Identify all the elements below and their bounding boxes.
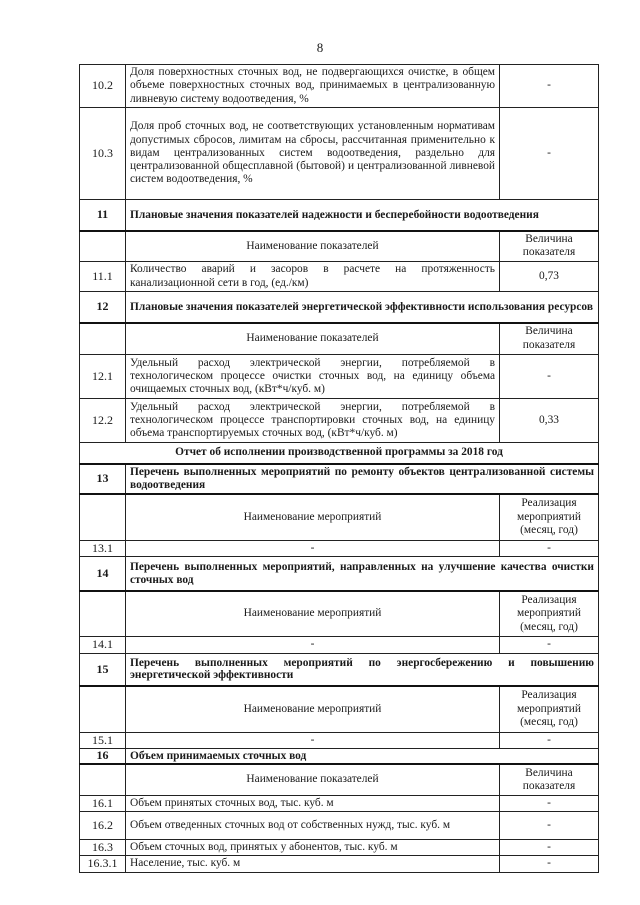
blank-cell	[80, 231, 126, 262]
column-header-name: Наименование мероприятий	[126, 494, 500, 541]
row-number: 16.2	[80, 812, 126, 840]
row-indicator-name: Удельный расход электрической энергии, потребляемой в технологическом процессе транспортировки сточных вод, на единицу объема транспортируемых сточных вод, (кВт*ч/куб. м)	[126, 399, 500, 443]
row-value: -	[500, 355, 599, 399]
row-number: 16.3.1	[80, 856, 126, 872]
table-row	[80, 812, 599, 840]
column-header-name: Наименование показателей	[126, 764, 500, 795]
column-header-value: Величина показателя	[500, 323, 599, 355]
column-header-row	[80, 686, 599, 732]
section-title: Плановые значения показателей надежности и бесперебойности водоотведения	[126, 200, 599, 231]
table-row	[80, 795, 599, 811]
row-number: 10.2	[80, 65, 126, 108]
column-header-name: Наименование мероприятий	[126, 686, 500, 732]
table-row	[80, 65, 599, 108]
row-value: -	[500, 65, 599, 108]
section-number: 16	[80, 748, 126, 764]
table-row	[80, 355, 599, 399]
section-row	[80, 748, 599, 764]
row-indicator-name: Количество аварий и засоров в расчете на протяженность канализационной сети в год, (ед./км)	[126, 262, 500, 292]
section-number: 12	[80, 292, 126, 323]
section-title: Перечень выполненных мероприятий, направленных на улучшение качества очистки сточных вод	[126, 557, 599, 591]
section-number: 11	[80, 200, 126, 231]
blank-cell	[80, 686, 126, 732]
row-indicator-name: Доля проб сточных вод, не соответствующих установленным нормативам допустимых сбросов, лимитам на сбросы, рассчитанная применительно к видам централизованных систем водоотведения, раздельно для централизованной общесплавной (бытовой) и централизованной ливневой систем водоотведения, %	[126, 108, 500, 200]
row-indicator-name: -	[126, 637, 500, 653]
row-value: -	[500, 732, 599, 748]
section-number: 14	[80, 557, 126, 591]
row-number: 14.1	[80, 637, 126, 653]
column-header-value: Величина показателя	[500, 764, 599, 795]
row-indicator-name: Население, тыс. куб. м	[126, 856, 500, 872]
section-row	[80, 557, 599, 591]
row-number: 16.3	[80, 840, 126, 856]
blank-cell	[80, 494, 126, 541]
row-number: 11.1	[80, 262, 126, 292]
row-indicator-name: Доля поверхностных сточных вод, не подвергающихся очистке, в общем объеме поверхностных сточных вод, принимаемых в централизованную ливневую систему водоотведения, %	[126, 65, 500, 108]
row-number: 13.1	[80, 541, 126, 557]
row-indicator-name: Объем сточных вод, принятых у абонентов, тыс. куб. м	[126, 840, 500, 856]
section-row	[80, 292, 599, 323]
section-row	[80, 653, 599, 686]
row-number: 15.1	[80, 732, 126, 748]
table-row	[80, 637, 599, 653]
row-value: 0,73	[500, 262, 599, 292]
row-indicator-name: -	[126, 732, 500, 748]
column-header-name: Наименование показателей	[126, 231, 500, 262]
section-title: Плановые значения показателей энергетической эффективности использования ресурсов	[126, 292, 599, 323]
blank-cell	[80, 591, 126, 637]
column-header-value: Величина показателя	[500, 231, 599, 262]
column-header-value: Реализация мероприятий (месяц, год)	[500, 494, 599, 541]
row-value: -	[500, 812, 599, 840]
row-number: 12.1	[80, 355, 126, 399]
row-value: -	[500, 856, 599, 872]
section-row	[80, 464, 599, 494]
blank-cell	[80, 764, 126, 795]
column-header-name: Наименование мероприятий	[126, 591, 500, 637]
table-row	[80, 732, 599, 748]
section-number: 13	[80, 464, 126, 494]
row-value: -	[500, 840, 599, 856]
indicators-table	[79, 64, 599, 873]
row-indicator-name: Объем отведенных сточных вод от собственных нужд, тыс. куб. м	[126, 812, 500, 840]
column-header-row	[80, 323, 599, 355]
page-number: 8	[316, 40, 324, 55]
section-title: Перечень выполненных мероприятий по ремонту объектов централизованной системы водоотведения	[126, 464, 599, 494]
table-row	[80, 541, 599, 557]
section-row	[80, 200, 599, 231]
row-number: 12.2	[80, 399, 126, 443]
table-row	[80, 840, 599, 856]
table-row	[80, 108, 599, 200]
column-header-row	[80, 764, 599, 795]
blank-cell	[80, 323, 126, 355]
row-value: 0,33	[500, 399, 599, 443]
row-value: -	[500, 795, 599, 811]
table-row	[80, 262, 599, 292]
report-heading-row	[80, 443, 599, 464]
column-header-name: Наименование показателей	[126, 323, 500, 355]
table-row	[80, 856, 599, 872]
row-indicator-name: -	[126, 541, 500, 557]
section-title: Объем принимаемых сточных вод	[126, 748, 599, 764]
row-number: 10.3	[80, 108, 126, 200]
section-number: 15	[80, 653, 126, 686]
row-indicator-name: Объем принятых сточных вод, тыс. куб. м	[126, 795, 500, 811]
row-indicator-name: Удельный расход электрической энергии, потребляемой в технологическом процессе очистки сточных вод, на единицу объема очищаемых сточных вод, (кВт*ч/куб. м)	[126, 355, 500, 399]
column-header-row	[80, 591, 599, 637]
row-number: 16.1	[80, 795, 126, 811]
table-row	[80, 399, 599, 443]
row-value: -	[500, 108, 599, 200]
row-value: -	[500, 541, 599, 557]
column-header-row	[80, 494, 599, 541]
section-title: Перечень выполненных мероприятий по энергосбережению и повышению энергетической эффективности	[126, 653, 599, 686]
report-heading: Отчет об исполнении производственной программы за 2018 год	[80, 443, 599, 464]
row-value: -	[500, 637, 599, 653]
column-header-row	[80, 231, 599, 262]
column-header-value: Реализация мероприятий (месяц, год)	[500, 591, 599, 637]
column-header-value: Реализация мероприятий (месяц, год)	[500, 686, 599, 732]
